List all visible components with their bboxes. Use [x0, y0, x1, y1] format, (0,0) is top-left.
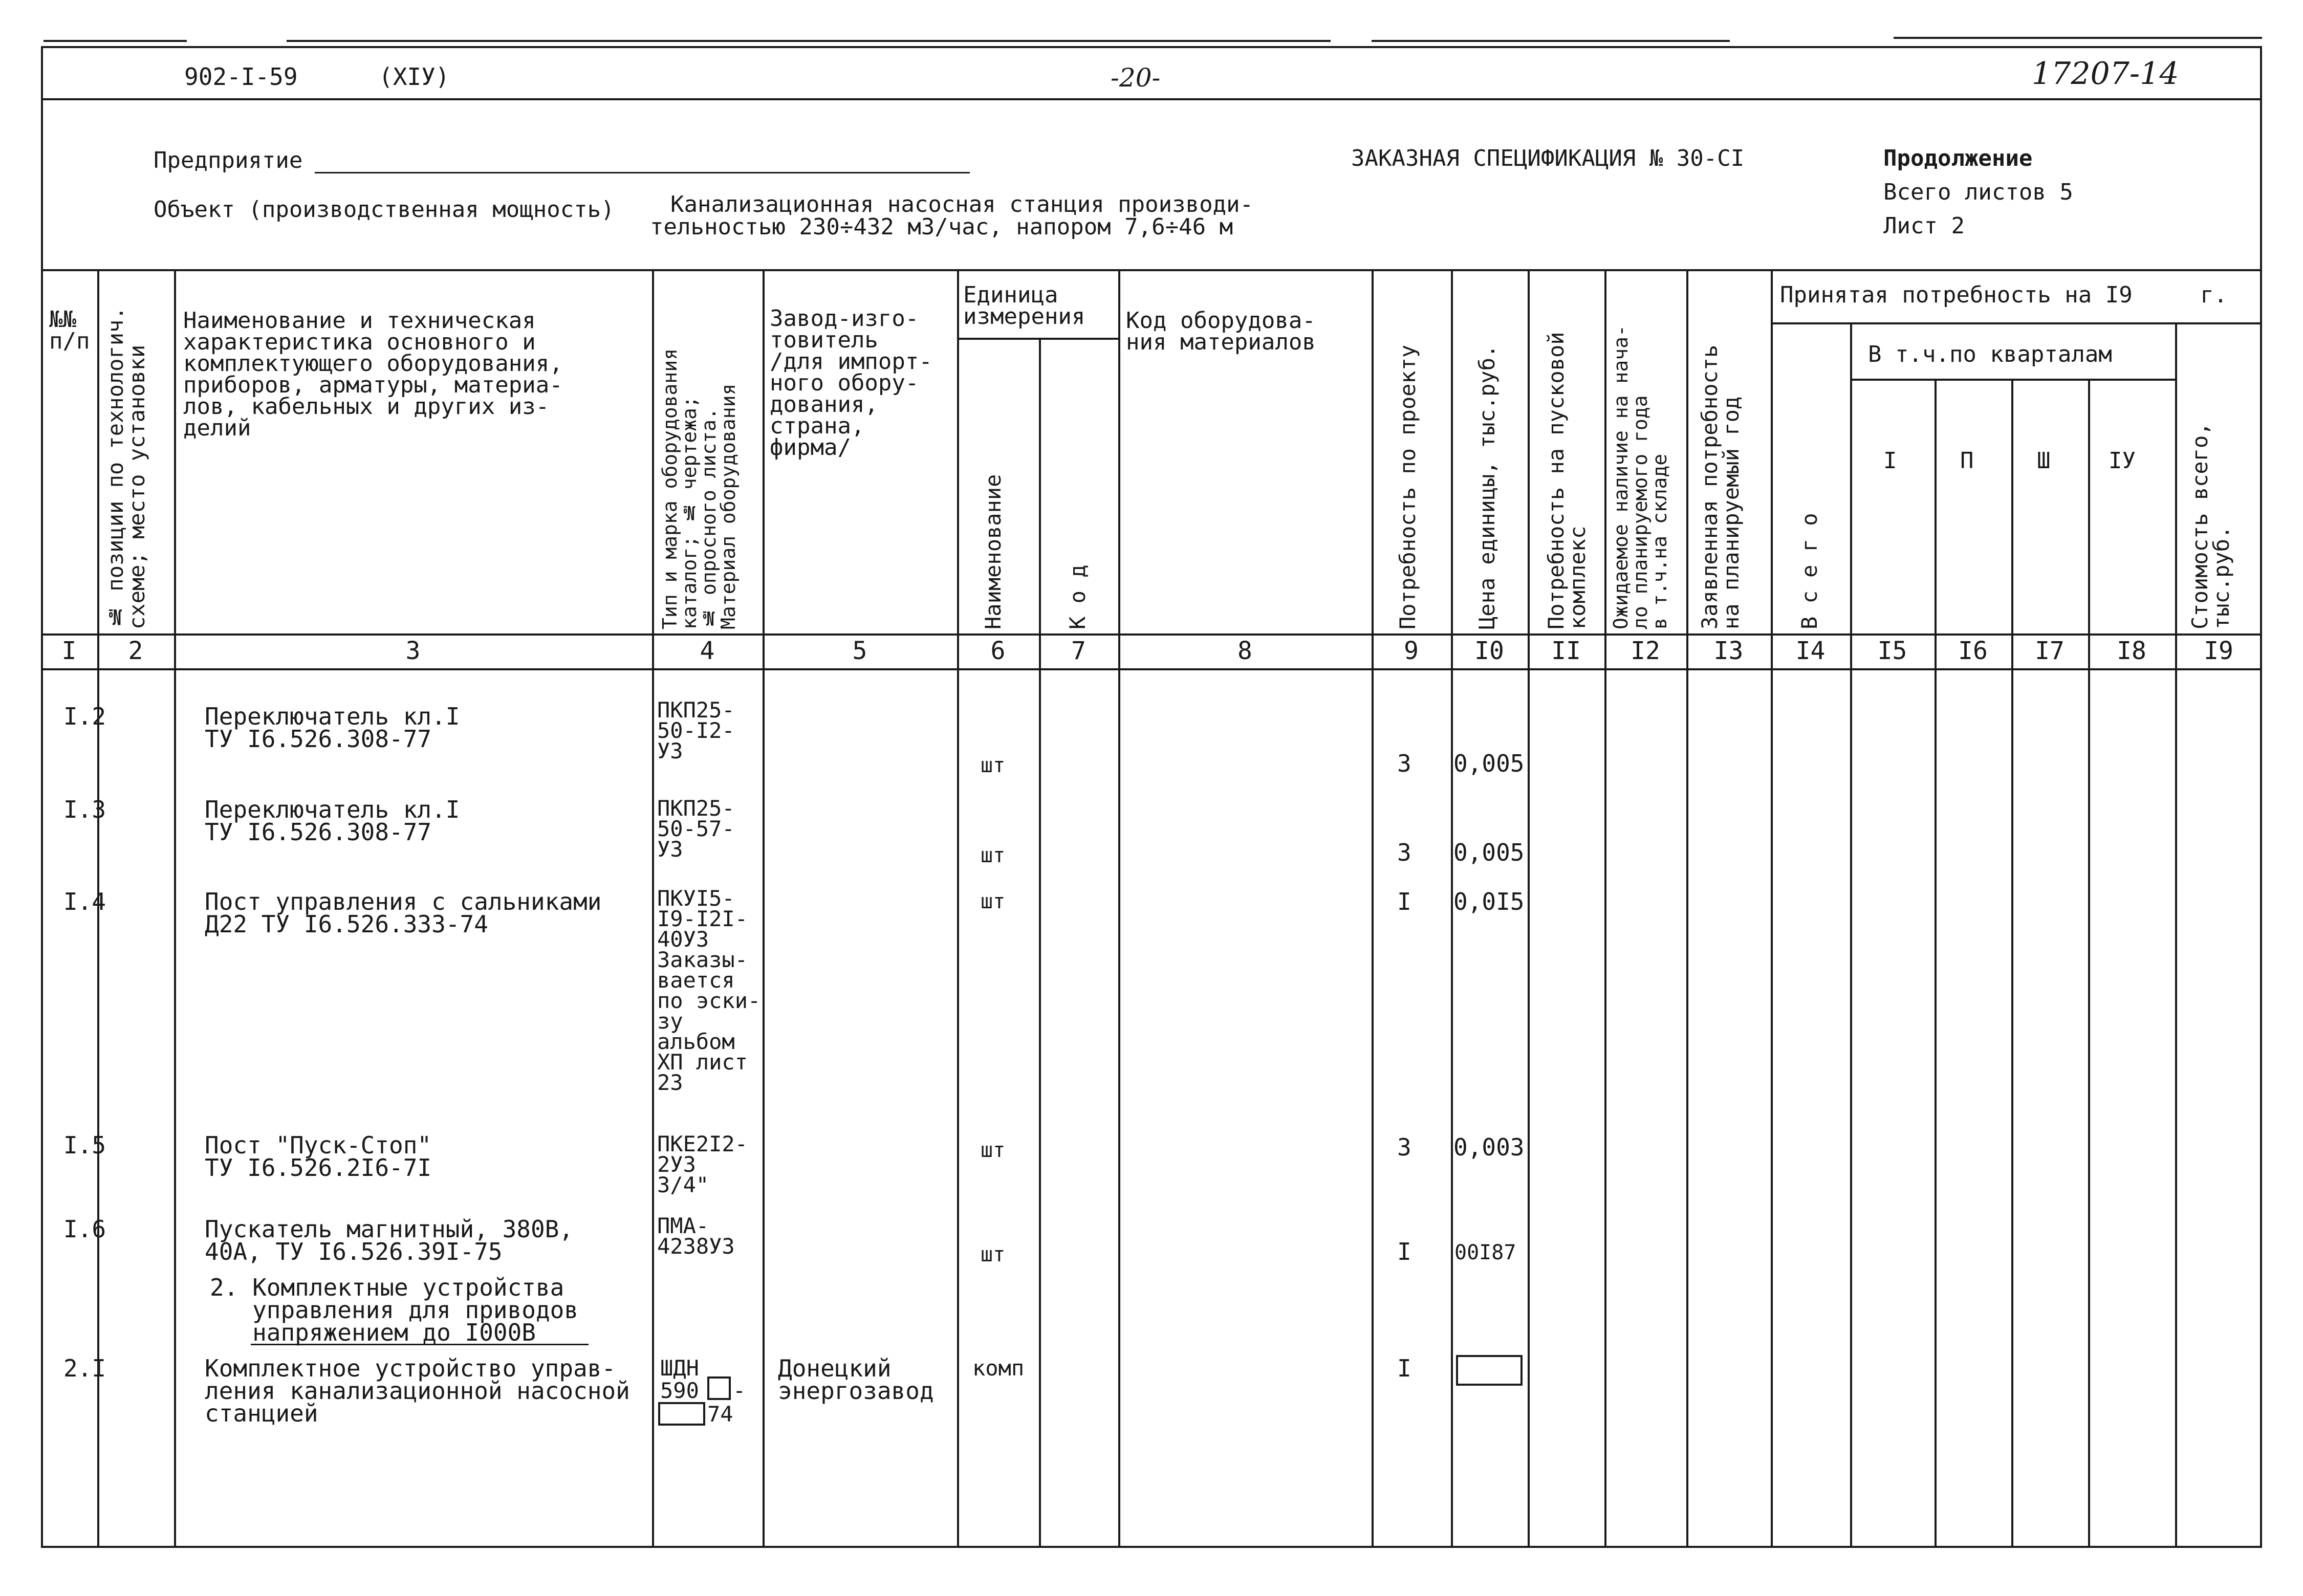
item-type: ПКП25- 50-57- У3	[657, 796, 735, 862]
col-number: 6	[990, 637, 1006, 665]
col-header-9: Потребность по проекту	[1395, 344, 1420, 629]
unit-price: 0,005	[1453, 839, 1525, 866]
col-header-unit-group: Единица измерения	[963, 282, 1085, 330]
col-divider	[1372, 269, 1374, 1548]
quantity: 3	[1397, 750, 1411, 777]
doc-code: 902-I-59	[184, 63, 298, 91]
col-number: I4	[1795, 637, 1826, 665]
unit-name: шт	[981, 844, 1006, 867]
col-number: 8	[1237, 637, 1252, 665]
top-rule-segment	[1894, 37, 2262, 39]
row-number: I.4	[63, 888, 106, 915]
quarters-group-header: В т.ч.по кварталам	[1868, 341, 2112, 367]
item-name: Переключатель кл.I ТУ I6.526.308-77	[205, 703, 460, 753]
row-number: I.2	[63, 703, 106, 730]
col-header-8: Код оборудова- ния материалов	[1126, 308, 1316, 355]
unit-name: шт	[981, 890, 1006, 913]
item-type-a: ШДН	[660, 1355, 699, 1381]
col-divider	[652, 269, 654, 1548]
row-number: I.6	[63, 1215, 106, 1243]
quantity: 3	[1397, 1133, 1411, 1161]
col-divider	[174, 269, 176, 1548]
col-divider	[1686, 269, 1688, 1548]
price-blank-box	[1456, 1355, 1523, 1386]
page-number: -20-	[1111, 63, 1161, 93]
object-value-line-1: Канализационная насосная станция производи-	[670, 191, 1254, 217]
accepted-need-header: Принятая потребность на I9 г.	[1780, 282, 2228, 308]
col-header-19: Стоимость всего, тыс.руб.	[2187, 422, 2234, 629]
quarters-group-rule	[1850, 379, 2175, 381]
col-number: 2	[128, 637, 143, 665]
col-divider	[1039, 338, 1041, 1548]
col-header-5: Завод-изго- товитель /для импорт- ного обору- дования, страна, фирма/	[770, 305, 932, 461]
quantity: I	[1397, 888, 1411, 915]
col-header-10: Цена единицы, тыс.руб.	[1474, 344, 1500, 629]
col-divider	[2175, 322, 2177, 1548]
row-number: I.5	[63, 1131, 106, 1159]
col-header-1: №№ п/п	[49, 307, 90, 354]
title-rule	[41, 98, 2262, 100]
col-number: I2	[1631, 637, 1660, 665]
quantity: I	[1397, 1354, 1411, 1382]
col-header-18: IУ	[2109, 448, 2136, 474]
item-type-c: 74	[707, 1402, 733, 1427]
col-number: II	[1551, 637, 1581, 665]
row-number: 2.I	[63, 1354, 106, 1382]
total-sheets: Всего листов 5	[1883, 179, 2073, 205]
col-header-16: П	[1960, 448, 1974, 474]
unit-name: шт	[981, 1139, 1006, 1162]
col-divider	[1528, 269, 1530, 1548]
col-header-12: Ожидаемое наличие на нача- ло планируемого года в т.ч.на складе	[1610, 325, 1671, 629]
col-divider	[1604, 269, 1606, 1548]
item-type-b: 590	[660, 1378, 699, 1403]
unit-group-rule	[957, 338, 1118, 340]
col-header-6: Наименование	[981, 474, 1006, 629]
item-name: Пост управления с сальниками Д22 ТУ I6.526.333-74	[205, 888, 602, 938]
col-divider	[957, 269, 959, 1548]
col-number: I	[61, 637, 77, 665]
col-number: I3	[1713, 637, 1744, 665]
unit-price: 0,005	[1453, 750, 1525, 777]
blank-box	[707, 1376, 731, 1400]
enterprise-label: Предприятие	[154, 147, 303, 173]
quantity: 3	[1397, 839, 1411, 866]
col-divider	[1451, 269, 1453, 1548]
col-divider	[1118, 269, 1120, 1548]
col-number: I5	[1877, 637, 1907, 665]
col-divider	[1935, 379, 1937, 1548]
column-numbers-bottom-rule	[41, 668, 2262, 670]
col-header-17: Ш	[2037, 448, 2051, 474]
section-heading: 2. Комплектные устройства управления для приводов напряжением до I000В	[210, 1274, 579, 1346]
item-name: Переключатель кл.I ТУ I6.526.308-77	[205, 796, 460, 846]
col-header-15: I	[1883, 448, 1897, 474]
section-underline	[251, 1344, 589, 1345]
item-type: ПКП25- 50-I2- У3	[657, 697, 735, 763]
object-value-line-2: тельностью 230÷432 м3/час, напором 7,6÷46 м	[650, 214, 1233, 240]
spec-title: ЗАКАЗНАЯ СПЕЦИФИКАЦИЯ № 30-CI	[1351, 145, 1745, 171]
col-number: 4	[700, 637, 715, 665]
col-divider	[1771, 269, 1773, 1548]
col-number: 9	[1404, 637, 1419, 665]
item-name: Пост "Пуск-Стоп" ТУ I6.526.2I6-7I	[205, 1131, 432, 1182]
quantity: I	[1397, 1238, 1411, 1265]
col-header-13: Заявленная потребность на планируемый год	[1697, 344, 1744, 629]
col-header-14: В с е г о	[1797, 513, 1822, 629]
col-number: 3	[405, 637, 421, 665]
col-number: I6	[1958, 637, 1988, 665]
continuation-label: Продолжение	[1883, 145, 2033, 171]
col-number: I7	[2035, 637, 2065, 665]
sheet-number: Лист 2	[1883, 213, 1965, 239]
col-header-7: К о д	[1065, 564, 1090, 629]
top-rule-segment	[1372, 40, 1730, 42]
col-header-4: Тип и марка оборудования каталог; № чертежа; № опросного листа. Материал оборудования	[659, 348, 740, 629]
object-label: Объект (производственная мощность)	[154, 196, 615, 223]
top-rule-segment	[287, 40, 1331, 42]
unit-name: комп	[972, 1355, 1025, 1381]
col-divider	[1850, 322, 1852, 1548]
handwritten-number: 17207-14	[2032, 56, 2179, 92]
dash: -	[733, 1378, 746, 1403]
col-number: 7	[1071, 637, 1086, 665]
col-number: I9	[2204, 637, 2233, 665]
item-type: ПКУI5- I9-I2I- 40У3 Заказы- вается по эски- зу альбом ХП лист 23	[657, 886, 761, 1095]
col-divider	[763, 269, 765, 1548]
unit-price: 00I87	[1454, 1241, 1516, 1264]
item-name: Пускатель магнитный, 380В, 40А, ТУ I6.526.39I-75	[205, 1215, 574, 1265]
unit-name: шт	[981, 1243, 1006, 1266]
col-divider	[2011, 379, 2013, 1548]
accepted-group-rule	[1771, 322, 2262, 324]
volume-label: (XIУ)	[379, 63, 450, 91]
top-rule-segment	[44, 40, 187, 42]
col-number: I0	[1474, 637, 1504, 665]
col-number: 5	[852, 637, 867, 665]
item-type: ПКЕ2I2- 2У3 3/4"	[657, 1131, 748, 1197]
unit-name: шт	[981, 754, 1006, 777]
manufacturer: Донецкий энергозавод	[778, 1354, 934, 1405]
enterprise-underline	[315, 172, 970, 173]
col-header-3: Наименование и техническая характеристика основного и комплектующего оборудования, приборов, арматуры, материа- лов, кабельных и других из- делий	[183, 308, 563, 441]
item-type: ПМА- 4238У3	[657, 1213, 735, 1259]
col-divider	[2088, 379, 2090, 1548]
unit-price: 0,0I5	[1453, 888, 1525, 915]
blank-box	[658, 1402, 705, 1426]
unit-price: 0,003	[1453, 1133, 1525, 1161]
col-header-11: Потребность на пусковой комплекс	[1544, 332, 1590, 629]
table-top-rule	[41, 269, 2262, 271]
row-number: I.3	[63, 796, 106, 823]
table-header-bottom-rule	[41, 633, 2262, 636]
item-name: Комплектное устройство управ- ления канализационной насосной станцией	[205, 1354, 630, 1427]
col-header-2: № позиции по технологич. схеме; место установки	[103, 307, 149, 629]
col-number: I8	[2117, 637, 2146, 665]
